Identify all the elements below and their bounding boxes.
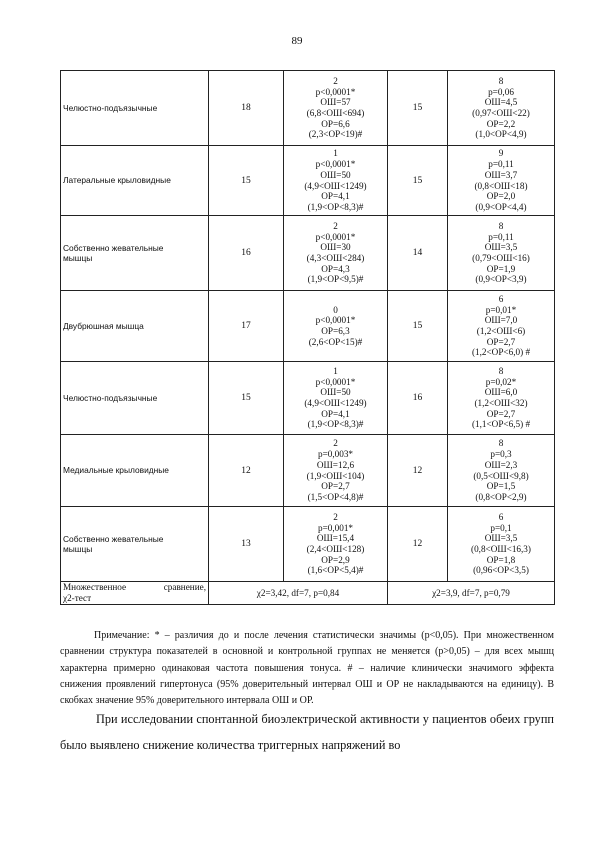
stat-line: p=0,06 — [488, 86, 514, 97]
stat-line: ОШ=3,7 — [484, 169, 518, 180]
stat-line: (0,79<ОШ<16) — [472, 253, 530, 263]
stat-line: 2 — [333, 438, 338, 449]
stat-line: (1,2<ОШ<6) — [476, 326, 526, 336]
stat-line: (0,8<ОШ<18) — [474, 180, 528, 191]
stat-line: ОР=6,6 — [321, 118, 350, 129]
stat-line: p<0,0001* — [315, 159, 356, 170]
stat-line: ОР=2,0 — [486, 191, 516, 202]
muscle-name-line: Латеральные крыловидные — [63, 175, 171, 186]
body-paragraph: При исследовании спонтанной биоэлектрической активности у пациентов обеих групп было выявлено снижение количества триггерных напряжений во — [60, 712, 554, 753]
stat-line: p=0,11 — [488, 231, 514, 242]
control-group-stats-cell — [448, 216, 555, 291]
main-group-stats-cell — [284, 362, 388, 435]
stat-line: p<0,0001* — [315, 231, 356, 242]
table-row — [61, 507, 555, 582]
muscle-name-cell — [61, 435, 209, 507]
control-group-count-cell: 12 — [388, 435, 448, 507]
stat-line: p=0,3 — [490, 449, 512, 460]
stat-line: ОР=4,1 — [321, 408, 350, 419]
stat-line: ОШ=7,0 — [484, 315, 518, 326]
stat-line: (0,9<ОР<3,9) — [475, 274, 527, 285]
stat-line: (1,9<ОР<8,3)# — [307, 419, 364, 430]
stat-line: 1 — [333, 148, 338, 159]
control-group-count-cell: 15 — [388, 291, 448, 362]
stat-line: (6,8<ОШ<694) — [306, 108, 365, 118]
table-row — [61, 216, 555, 291]
stat-line: ОР=2,7 — [321, 481, 350, 492]
control-group-stats-cell — [448, 362, 555, 435]
stat-line: (0,8<ОШ<16,3) — [471, 544, 531, 554]
muscle-name-cell — [61, 216, 209, 291]
stat-line: (1,1<ОР<6,5) # — [471, 419, 531, 430]
stat-line: 8 — [498, 365, 504, 376]
control-group-chi2-cell: χ2=3,9, df=7, p=0,79 — [388, 582, 555, 605]
stat-line: ОР=2,7 — [486, 408, 516, 419]
muscle-name-line: Собственно жевательные — [63, 242, 164, 253]
control-group-stats-cell — [448, 291, 555, 362]
control-group-stats-cell — [448, 435, 555, 507]
stat-line: 0 — [333, 304, 338, 315]
stat-line: ОР=6,3 — [321, 326, 350, 336]
stat-line: 9 — [498, 148, 504, 159]
stat-line: p<0,0001* — [315, 315, 356, 326]
main-group-count-cell: 17 — [209, 291, 284, 362]
page-number: 89 — [291, 35, 303, 47]
muscle-name-cell — [61, 291, 209, 362]
stat-line: ОР=1,9 — [486, 263, 516, 274]
table-row — [61, 71, 555, 146]
muscle-name-cell — [61, 507, 209, 582]
stat-line: ОР=4,3 — [321, 263, 350, 274]
stat-line: ОШ=2,3 — [484, 459, 518, 470]
stat-line: (4,9<ОШ<1249) — [304, 180, 367, 191]
stat-line: ОР=2,9 — [321, 554, 350, 565]
table-footer-row — [61, 582, 555, 605]
stat-line: (0,5<ОШ<9,8) — [473, 470, 529, 481]
stat-line: 8 — [498, 75, 504, 86]
muscle-name-line: Медиальные крыловидные — [63, 465, 169, 476]
stat-line: (1,6<ОР<5,4)# — [307, 565, 364, 576]
stat-line: (1,2<ОР<6,0) # — [471, 347, 531, 358]
stat-line: p=0,11 — [488, 159, 514, 170]
stat-line: (2,4<ОШ<128) — [306, 544, 365, 554]
control-group-stats-cell — [448, 507, 555, 582]
table-row — [61, 146, 555, 216]
muscle-name-cell — [61, 362, 209, 435]
main-group-stats-cell — [284, 435, 388, 507]
main-group-chi2-cell: χ2=3,42, df=7, p=0,84 — [209, 582, 388, 605]
main-group-count-cell: 13 — [209, 507, 284, 582]
stat-line: p=0,02* — [485, 376, 517, 387]
stat-line: 2 — [333, 220, 338, 231]
main-group-count-cell: 18 — [209, 71, 284, 146]
stat-line: (2,3<ОР<19)# — [308, 129, 363, 140]
stat-line: p=0,01* — [485, 304, 517, 315]
stat-line: 6 — [498, 293, 504, 304]
stat-line: 6 — [498, 511, 504, 522]
stat-line: ОШ=50 — [320, 387, 351, 398]
stat-line: p=0,001* — [317, 522, 354, 533]
muscle-name-line: Челюстно-подъязычные — [63, 392, 158, 403]
main-group-count-cell: 12 — [209, 435, 284, 507]
stat-line: (1,9<ОР<8,3)# — [307, 201, 364, 212]
main-group-stats-cell — [284, 146, 388, 216]
stat-line: ОР=1,8 — [486, 554, 516, 565]
muscle-name-line: мышцы — [63, 544, 93, 554]
control-group-stats-cell — [448, 146, 555, 216]
stat-line: (4,3<ОШ<284) — [306, 253, 365, 263]
main-group-stats-cell — [284, 291, 388, 362]
footer-label-word: сравнение, — [163, 582, 206, 592]
stat-line: 1 — [333, 365, 338, 376]
muscle-name-line: Двубрюшная мышца — [63, 320, 144, 331]
stat-line: ОШ=30 — [320, 242, 351, 253]
stat-line: p=0,1 — [490, 522, 512, 533]
stat-line: ОШ=3,5 — [484, 533, 518, 544]
stat-line: p=0,003* — [317, 449, 354, 460]
stat-line: (2,6<ОР<15)# — [308, 336, 363, 347]
table-note — [60, 628, 554, 709]
footer-label-word: Множественное — [63, 582, 127, 592]
stat-line: (1,5<ОР<4,8)# — [307, 491, 364, 502]
stat-line: (0,9<ОР<4,4) — [475, 201, 527, 212]
stat-line: (0,8<ОР<2,9) — [475, 491, 527, 502]
footer-label-cell — [61, 582, 209, 605]
muscle-name-cell — [61, 146, 209, 216]
control-group-stats-cell — [448, 71, 555, 146]
stat-line: (1,9<ОШ<104) — [306, 470, 365, 481]
stat-line: 8 — [498, 438, 504, 449]
stat-line: (0,96<ОР<3,5) — [473, 565, 529, 576]
stat-line: ОР=4,1 — [321, 191, 350, 202]
main-group-stats-cell — [284, 71, 388, 146]
stat-line: (4,9<ОШ<1249) — [304, 398, 367, 408]
control-group-count-cell: 12 — [388, 507, 448, 582]
stat-line: (1,0<ОР<4,9) — [475, 129, 527, 140]
stat-line: (1,2<ОШ<32) — [474, 398, 528, 408]
muscle-name-line: Челюстно-подъязычные — [63, 102, 158, 113]
stat-line: ОШ=50 — [320, 169, 351, 180]
stat-line: ОШ=12,6 — [316, 459, 355, 470]
table-row — [61, 435, 555, 507]
stat-line: (1,9<ОР<9,5)# — [307, 274, 364, 285]
control-group-count-cell: 16 — [388, 362, 448, 435]
stat-line: ОР=1,5 — [486, 481, 516, 492]
stat-line: p<0,0001* — [315, 86, 356, 97]
main-group-stats-cell — [284, 507, 388, 582]
stat-line: ОР=2,7 — [486, 336, 516, 347]
stat-line: (0,97<ОШ<22) — [472, 108, 530, 118]
stat-line: ОШ=57 — [320, 97, 351, 108]
stat-line: ОШ=3,5 — [484, 242, 518, 253]
stat-line: p<0,0001* — [315, 376, 356, 387]
main-group-count-cell: 15 — [209, 146, 284, 216]
table-row — [61, 291, 555, 362]
table-row — [61, 362, 555, 435]
stat-line: 8 — [498, 220, 504, 231]
stat-line: 2 — [333, 75, 338, 86]
control-group-count-cell: 15 — [388, 146, 448, 216]
stat-line: ОШ=4,5 — [484, 97, 518, 108]
control-group-count-cell: 14 — [388, 216, 448, 291]
table-body — [61, 71, 555, 605]
main-group-stats-cell — [284, 216, 388, 291]
stat-line: ОШ=15,4 — [316, 533, 355, 544]
muscle-name-line: мышцы — [63, 253, 93, 263]
main-group-count-cell: 15 — [209, 362, 284, 435]
stat-line: ОР=2,2 — [486, 118, 516, 129]
stat-line: 2 — [333, 511, 338, 522]
muscle-name-cell — [61, 71, 209, 146]
main-group-count-cell: 16 — [209, 216, 284, 291]
muscle-name-line: Собственно жевательные — [63, 533, 164, 544]
footer-label-line2: χ2-тест — [63, 593, 92, 604]
note-text: Примечание: * – различия до и после лечения статистически значимы (p<0,05). При множественном сравнении структура показателей в основной и контрольной группах не меняется (p>0,05) – для всех мышц характерна примерно одинаковая частота повышения тонуса. # – наличие клинически значимого эффекта снижения проявлений гипертонуса (95% доверительный интервал ОШ и ОР не накладываются на единицу). В скобках значение 95% доверительного интервала ОШ и ОР. — [60, 630, 554, 707]
stat-line: ОШ=6,0 — [484, 387, 518, 398]
results-table — [60, 70, 555, 605]
control-group-count-cell: 15 — [388, 71, 448, 146]
